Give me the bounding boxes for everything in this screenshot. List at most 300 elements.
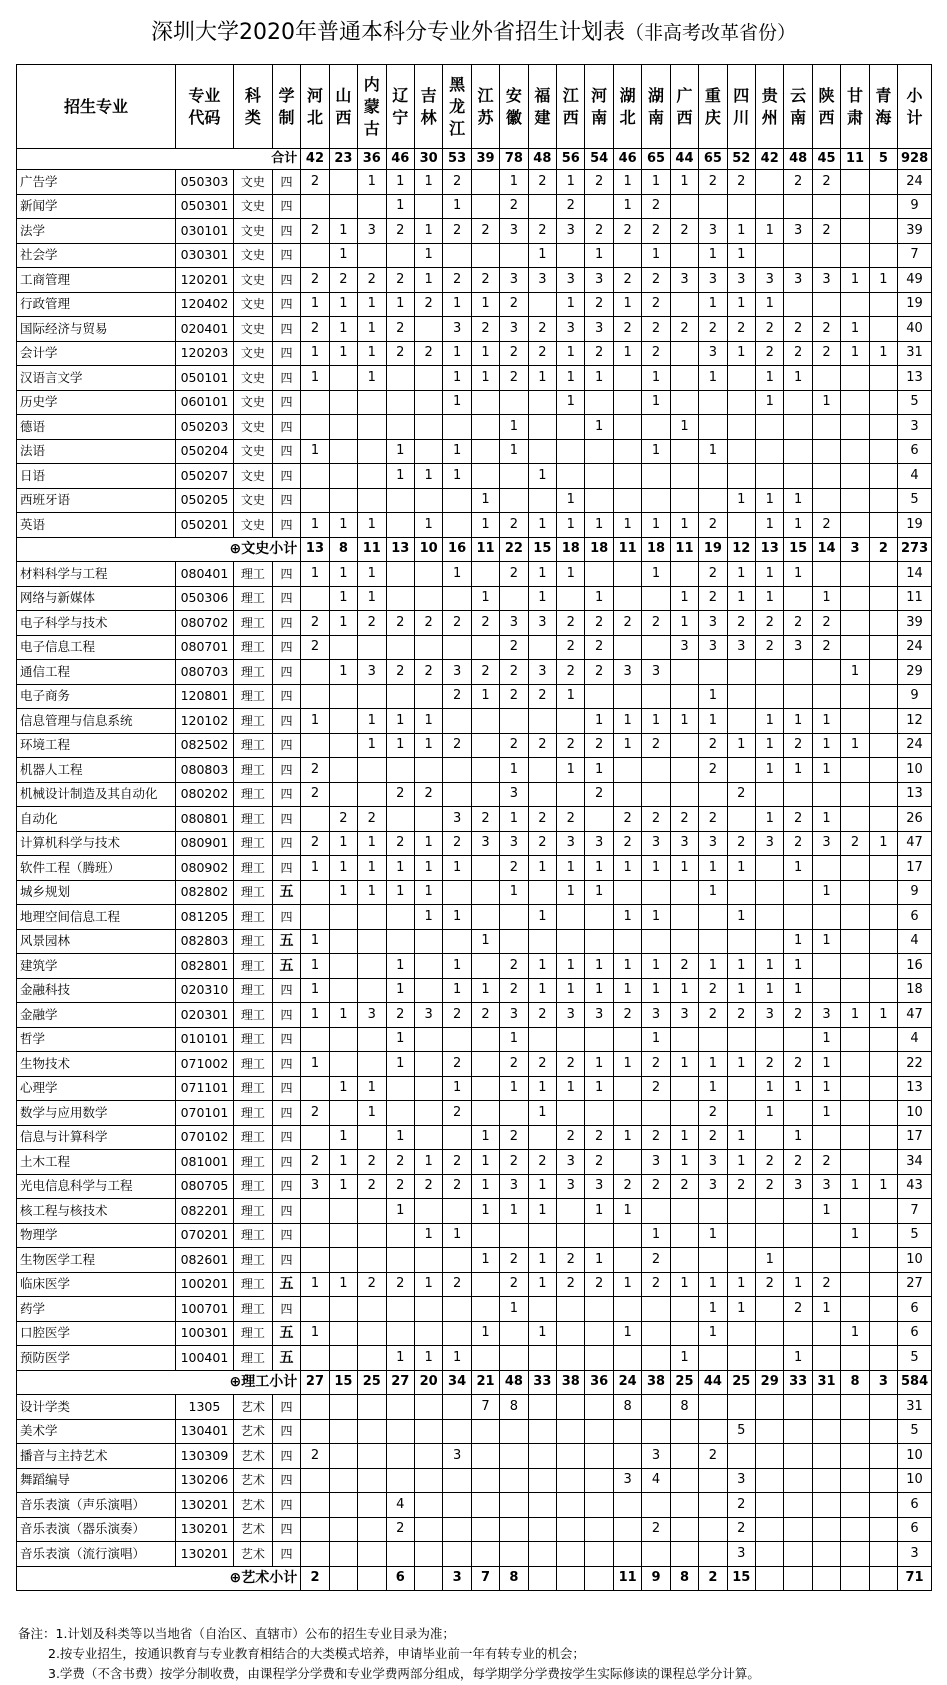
subtotal-cell: 56: [557, 149, 585, 170]
quota-cell: [869, 415, 897, 440]
quota-cell: [329, 488, 357, 513]
major-category: 理工: [233, 660, 272, 685]
quota-cell: [443, 1493, 471, 1518]
quota-cell: [670, 366, 698, 391]
quota-cell: 2: [585, 782, 613, 807]
quota-cell: 3: [699, 1150, 727, 1175]
quota-cell: 1: [756, 366, 784, 391]
quota-cell: 3: [585, 268, 613, 293]
quota-cell: 1: [841, 341, 869, 366]
quota-cell: [670, 292, 698, 317]
quota-cell: 1: [386, 856, 414, 881]
header-province: [756, 65, 784, 149]
row-total: 49: [898, 268, 932, 293]
quota-cell: 2: [585, 292, 613, 317]
quota-cell: 1: [528, 513, 556, 538]
quota-cell: [443, 243, 471, 268]
quota-cell: [670, 758, 698, 783]
quota-cell: 1: [301, 1003, 329, 1028]
table-row: [17, 611, 932, 636]
quota-cell: 1: [528, 905, 556, 930]
major-name: 光电信息科学与工程: [17, 1174, 176, 1199]
quota-cell: [841, 807, 869, 832]
quota-cell: [670, 782, 698, 807]
quota-cell: [386, 905, 414, 930]
quota-cell: 1: [386, 1346, 414, 1371]
quota-cell: [756, 439, 784, 464]
quota-cell: [812, 464, 840, 489]
quota-cell: [329, 1517, 357, 1542]
major-code: 070101: [175, 1101, 233, 1126]
header-province: [699, 65, 727, 149]
subtotal-cell: 27: [301, 1370, 329, 1395]
subtotal-cell: 15: [329, 1370, 357, 1395]
quota-cell: 1: [727, 1125, 755, 1150]
quota-cell: [613, 929, 641, 954]
major-name: 物理学: [17, 1223, 176, 1248]
quota-cell: [585, 488, 613, 513]
quota-cell: [613, 684, 641, 709]
quota-cell: 2: [699, 733, 727, 758]
quota-cell: [756, 1027, 784, 1052]
quota-cell: 1: [642, 366, 670, 391]
quota-cell: 1: [301, 366, 329, 391]
quota-cell: [500, 1223, 528, 1248]
quota-cell: [613, 635, 641, 660]
quota-cell: [670, 488, 698, 513]
row-total: 10: [898, 1248, 932, 1273]
major-name: 音乐表演（流行演唱）: [17, 1542, 176, 1567]
quota-cell: [699, 660, 727, 685]
quota-cell: [613, 758, 641, 783]
quota-cell: [841, 219, 869, 244]
quota-cell: [585, 1101, 613, 1126]
major-category: 理工: [233, 1027, 272, 1052]
quota-cell: 2: [642, 1076, 670, 1101]
header-province: [869, 65, 897, 149]
quota-cell: 1: [727, 978, 755, 1003]
quota-cell: 2: [414, 782, 442, 807]
quota-cell: 2: [756, 611, 784, 636]
note-1: 备注：1.计划及科类等以当地省（自治区、直辖市）公布的招生专业目录为准；: [18, 1626, 455, 1641]
quota-cell: [414, 1395, 442, 1420]
quota-cell: [329, 978, 357, 1003]
quota-cell: 2: [301, 317, 329, 342]
quota-cell: [358, 929, 386, 954]
quota-cell: 1: [528, 978, 556, 1003]
subtotal-cell: 25: [670, 1370, 698, 1395]
quota-cell: 1: [613, 1052, 641, 1077]
major-system: 四: [272, 194, 300, 219]
quota-cell: [670, 660, 698, 685]
quota-cell: 1: [841, 317, 869, 342]
table-row: [17, 243, 932, 268]
quota-cell: [471, 1444, 499, 1469]
major-system: 四: [272, 1395, 300, 1420]
quota-cell: 1: [613, 513, 641, 538]
quota-cell: 1: [585, 758, 613, 783]
table-row: [17, 684, 932, 709]
quota-cell: [557, 1027, 585, 1052]
major-code: 082201: [175, 1199, 233, 1224]
quota-cell: [756, 660, 784, 685]
quota-cell: 2: [358, 1272, 386, 1297]
quota-cell: [812, 978, 840, 1003]
quota-cell: 1: [443, 194, 471, 219]
quota-cell: [670, 1517, 698, 1542]
quota-cell: 1: [642, 954, 670, 979]
quota-cell: [443, 1517, 471, 1542]
quota-cell: [756, 170, 784, 195]
major-name: 地理空间信息工程: [17, 905, 176, 930]
quota-cell: [329, 1321, 357, 1346]
quota-cell: [642, 586, 670, 611]
header-province: [585, 65, 613, 149]
quota-cell: [869, 170, 897, 195]
quota-cell: 2: [642, 1248, 670, 1273]
quota-cell: [613, 880, 641, 905]
quota-cell: 1: [756, 1101, 784, 1126]
quota-cell: [869, 660, 897, 685]
quota-cell: 1: [727, 905, 755, 930]
major-category: 理工: [233, 807, 272, 832]
quota-cell: [670, 905, 698, 930]
quota-cell: 1: [301, 562, 329, 587]
quota-cell: [613, 1346, 641, 1371]
quota-cell: 2: [585, 611, 613, 636]
quota-cell: [727, 1321, 755, 1346]
major-name: 信息管理与信息系统: [17, 709, 176, 734]
major-system: 四: [272, 1248, 300, 1273]
quota-cell: 2: [727, 170, 755, 195]
quota-cell: [642, 1346, 670, 1371]
quota-cell: 2: [784, 1297, 812, 1322]
footnotes: [18, 1624, 933, 1684]
quota-cell: 1: [841, 1003, 869, 1028]
major-code: 082502: [175, 733, 233, 758]
quota-cell: [756, 1297, 784, 1322]
quota-cell: [841, 1419, 869, 1444]
header-province: [443, 65, 471, 149]
major-category: 艺术: [233, 1517, 272, 1542]
header-province: [414, 65, 442, 149]
quota-cell: [471, 1272, 499, 1297]
major-code: 050207: [175, 464, 233, 489]
subtotal-cell: 25: [358, 1370, 386, 1395]
quota-cell: [869, 880, 897, 905]
quota-cell: [329, 709, 357, 734]
header-system-text: 学制: [278, 85, 295, 127]
quota-cell: [613, 1419, 641, 1444]
quota-cell: 1: [500, 758, 528, 783]
major-code: 130201: [175, 1542, 233, 1567]
quota-cell: 1: [528, 1174, 556, 1199]
quota-cell: [471, 1076, 499, 1101]
quota-cell: 1: [585, 978, 613, 1003]
quota-cell: [528, 415, 556, 440]
quota-cell: 1: [699, 1223, 727, 1248]
quota-cell: [443, 1027, 471, 1052]
quota-cell: [756, 1517, 784, 1542]
header-province-text: 陕西: [818, 85, 835, 127]
quota-cell: 2: [528, 341, 556, 366]
quota-cell: 2: [699, 758, 727, 783]
quota-cell: 1: [699, 1272, 727, 1297]
row-total: 19: [898, 292, 932, 317]
quota-cell: [642, 880, 670, 905]
major-name: 工商管理: [17, 268, 176, 293]
quota-cell: 3: [784, 635, 812, 660]
quota-cell: 1: [414, 170, 442, 195]
quota-cell: 1: [670, 1346, 698, 1371]
quota-cell: [358, 782, 386, 807]
major-system: 四: [272, 1493, 300, 1518]
quota-cell: 3: [613, 1468, 641, 1493]
quota-cell: [727, 1101, 755, 1126]
quota-cell: [585, 905, 613, 930]
major-name: 舞蹈编导: [17, 1468, 176, 1493]
header-province-text: 安徽: [505, 85, 522, 127]
quota-cell: 1: [329, 856, 357, 881]
quota-cell: 1: [443, 292, 471, 317]
quota-cell: [699, 1419, 727, 1444]
quota-cell: [329, 1297, 357, 1322]
quota-cell: [841, 1297, 869, 1322]
quota-cell: 1: [613, 1272, 641, 1297]
quota-cell: [414, 1419, 442, 1444]
table-row: [17, 733, 932, 758]
quota-cell: 2: [500, 954, 528, 979]
quota-cell: [528, 1542, 556, 1567]
quota-cell: [812, 1517, 840, 1542]
quota-cell: 1: [727, 562, 755, 587]
quota-cell: 1: [613, 954, 641, 979]
quota-cell: 1: [812, 1052, 840, 1077]
major-code: 130201: [175, 1493, 233, 1518]
header-province-text: 贵州: [761, 85, 778, 127]
major-name: 电子科学与技术: [17, 611, 176, 636]
quota-cell: [386, 1101, 414, 1126]
quota-cell: [841, 1199, 869, 1224]
quota-cell: [386, 635, 414, 660]
quota-cell: 3: [443, 807, 471, 832]
quota-cell: 3: [784, 268, 812, 293]
major-code: 071101: [175, 1076, 233, 1101]
quota-cell: [386, 1542, 414, 1567]
header-major: 招生专业: [17, 65, 176, 149]
quota-cell: 1: [841, 268, 869, 293]
quota-cell: [812, 243, 840, 268]
quota-cell: 1: [386, 464, 414, 489]
major-name: 法学: [17, 219, 176, 244]
quota-cell: 2: [500, 1052, 528, 1077]
table-row: [17, 1468, 932, 1493]
quota-cell: [500, 929, 528, 954]
quota-cell: [386, 1297, 414, 1322]
quota-cell: 1: [642, 1223, 670, 1248]
quota-cell: [443, 782, 471, 807]
quota-cell: 2: [812, 1150, 840, 1175]
quota-cell: [414, 954, 442, 979]
quota-cell: [301, 684, 329, 709]
quota-cell: 2: [557, 1125, 585, 1150]
quota-cell: 1: [329, 292, 357, 317]
major-category: 理工: [233, 905, 272, 930]
table-row: [17, 1248, 932, 1273]
quota-cell: [528, 488, 556, 513]
quota-cell: [670, 880, 698, 905]
major-code: 082601: [175, 1248, 233, 1273]
quota-cell: [642, 758, 670, 783]
quota-cell: [329, 758, 357, 783]
table-row: [17, 1321, 932, 1346]
quota-cell: 2: [699, 513, 727, 538]
quota-cell: 1: [812, 709, 840, 734]
quota-cell: 2: [386, 611, 414, 636]
subtotal-cell: [528, 1566, 556, 1591]
quota-cell: 2: [557, 807, 585, 832]
quota-cell: [414, 1321, 442, 1346]
quota-cell: 2: [841, 831, 869, 856]
major-code: 080701: [175, 635, 233, 660]
quota-cell: [869, 439, 897, 464]
quota-cell: [301, 488, 329, 513]
row-total: 5: [898, 390, 932, 415]
quota-cell: 2: [386, 1517, 414, 1542]
quota-cell: 1: [869, 1003, 897, 1028]
quota-cell: 2: [500, 562, 528, 587]
header-province: [812, 65, 840, 149]
quota-cell: 1: [727, 219, 755, 244]
quota-cell: [301, 807, 329, 832]
row-total: 4: [898, 929, 932, 954]
major-category: 理工: [233, 1272, 272, 1297]
quota-cell: [443, 586, 471, 611]
quota-cell: [869, 611, 897, 636]
major-system: 四: [272, 415, 300, 440]
quota-cell: [358, 1493, 386, 1518]
quota-cell: [756, 415, 784, 440]
major-category: 文史: [233, 513, 272, 538]
header-province-text: 河北: [306, 85, 323, 127]
quota-cell: 2: [670, 954, 698, 979]
major-category: 理工: [233, 1101, 272, 1126]
quota-cell: [443, 1125, 471, 1150]
quota-cell: [557, 709, 585, 734]
major-code: 082801: [175, 954, 233, 979]
quota-cell: 2: [443, 1174, 471, 1199]
quota-cell: 1: [358, 562, 386, 587]
quota-cell: [301, 1517, 329, 1542]
quota-cell: [443, 1199, 471, 1224]
header-province: [557, 65, 585, 149]
major-name: 电子信息工程: [17, 635, 176, 660]
subtotal-cell: 3: [443, 1566, 471, 1591]
major-category: 理工: [233, 1321, 272, 1346]
quota-cell: [699, 390, 727, 415]
quota-cell: 2: [414, 611, 442, 636]
major-category: 理工: [233, 1125, 272, 1150]
quota-cell: 1: [414, 1272, 442, 1297]
quota-cell: 1: [613, 978, 641, 1003]
quota-cell: [414, 1125, 442, 1150]
quota-cell: 2: [386, 317, 414, 342]
table-row: [17, 1444, 932, 1469]
quota-cell: 1: [727, 586, 755, 611]
quota-cell: 1: [557, 513, 585, 538]
quota-cell: [358, 1052, 386, 1077]
quota-cell: 2: [386, 1003, 414, 1028]
major-code: 070102: [175, 1125, 233, 1150]
quota-cell: [670, 1468, 698, 1493]
subtotal-cell: 13: [301, 537, 329, 562]
subtotal-row: [17, 1566, 932, 1591]
quota-cell: 1: [784, 1125, 812, 1150]
row-total: 6: [898, 1321, 932, 1346]
quota-cell: [528, 1027, 556, 1052]
quota-cell: 2: [642, 1517, 670, 1542]
quota-cell: 1: [301, 439, 329, 464]
title-subtitle: （非高考改革省份）: [624, 22, 796, 44]
quota-cell: [301, 880, 329, 905]
quota-cell: [471, 1517, 499, 1542]
quota-cell: 2: [613, 1174, 641, 1199]
quota-cell: [585, 1395, 613, 1420]
table-row: [17, 292, 932, 317]
subtotal-cell: 12: [727, 537, 755, 562]
quota-cell: 1: [414, 243, 442, 268]
quota-cell: 1: [812, 733, 840, 758]
quota-cell: [812, 1493, 840, 1518]
quota-cell: 1: [358, 1076, 386, 1101]
quota-cell: [812, 684, 840, 709]
major-system: 四: [272, 1003, 300, 1028]
quota-cell: 2: [471, 611, 499, 636]
major-category: 艺术: [233, 1542, 272, 1567]
quota-cell: [528, 1223, 556, 1248]
quota-cell: [812, 1395, 840, 1420]
table-row: [17, 660, 932, 685]
row-total: 4: [898, 1027, 932, 1052]
quota-cell: [358, 194, 386, 219]
major-category: 理工: [233, 1003, 272, 1028]
quota-cell: [500, 488, 528, 513]
quota-cell: 1: [642, 439, 670, 464]
quota-cell: [613, 1150, 641, 1175]
quota-cell: 2: [528, 831, 556, 856]
table-row: [17, 807, 932, 832]
quota-cell: [812, 1419, 840, 1444]
quota-cell: [358, 954, 386, 979]
quota-cell: 1: [557, 758, 585, 783]
quota-cell: 2: [443, 1101, 471, 1126]
quota-cell: 2: [756, 341, 784, 366]
quota-cell: 2: [301, 1150, 329, 1175]
major-name: 行政管理: [17, 292, 176, 317]
major-name: 口腔医学: [17, 1321, 176, 1346]
subtotal-cell: 46: [613, 149, 641, 170]
quota-cell: 4: [386, 1493, 414, 1518]
quota-cell: [500, 1493, 528, 1518]
row-total: 7: [898, 1199, 932, 1224]
quota-cell: 2: [585, 1272, 613, 1297]
quota-cell: [557, 1395, 585, 1420]
quota-cell: 3: [642, 1444, 670, 1469]
table-row: [17, 268, 932, 293]
quota-cell: [414, 415, 442, 440]
quota-cell: [756, 1199, 784, 1224]
row-total: 47: [898, 1003, 932, 1028]
